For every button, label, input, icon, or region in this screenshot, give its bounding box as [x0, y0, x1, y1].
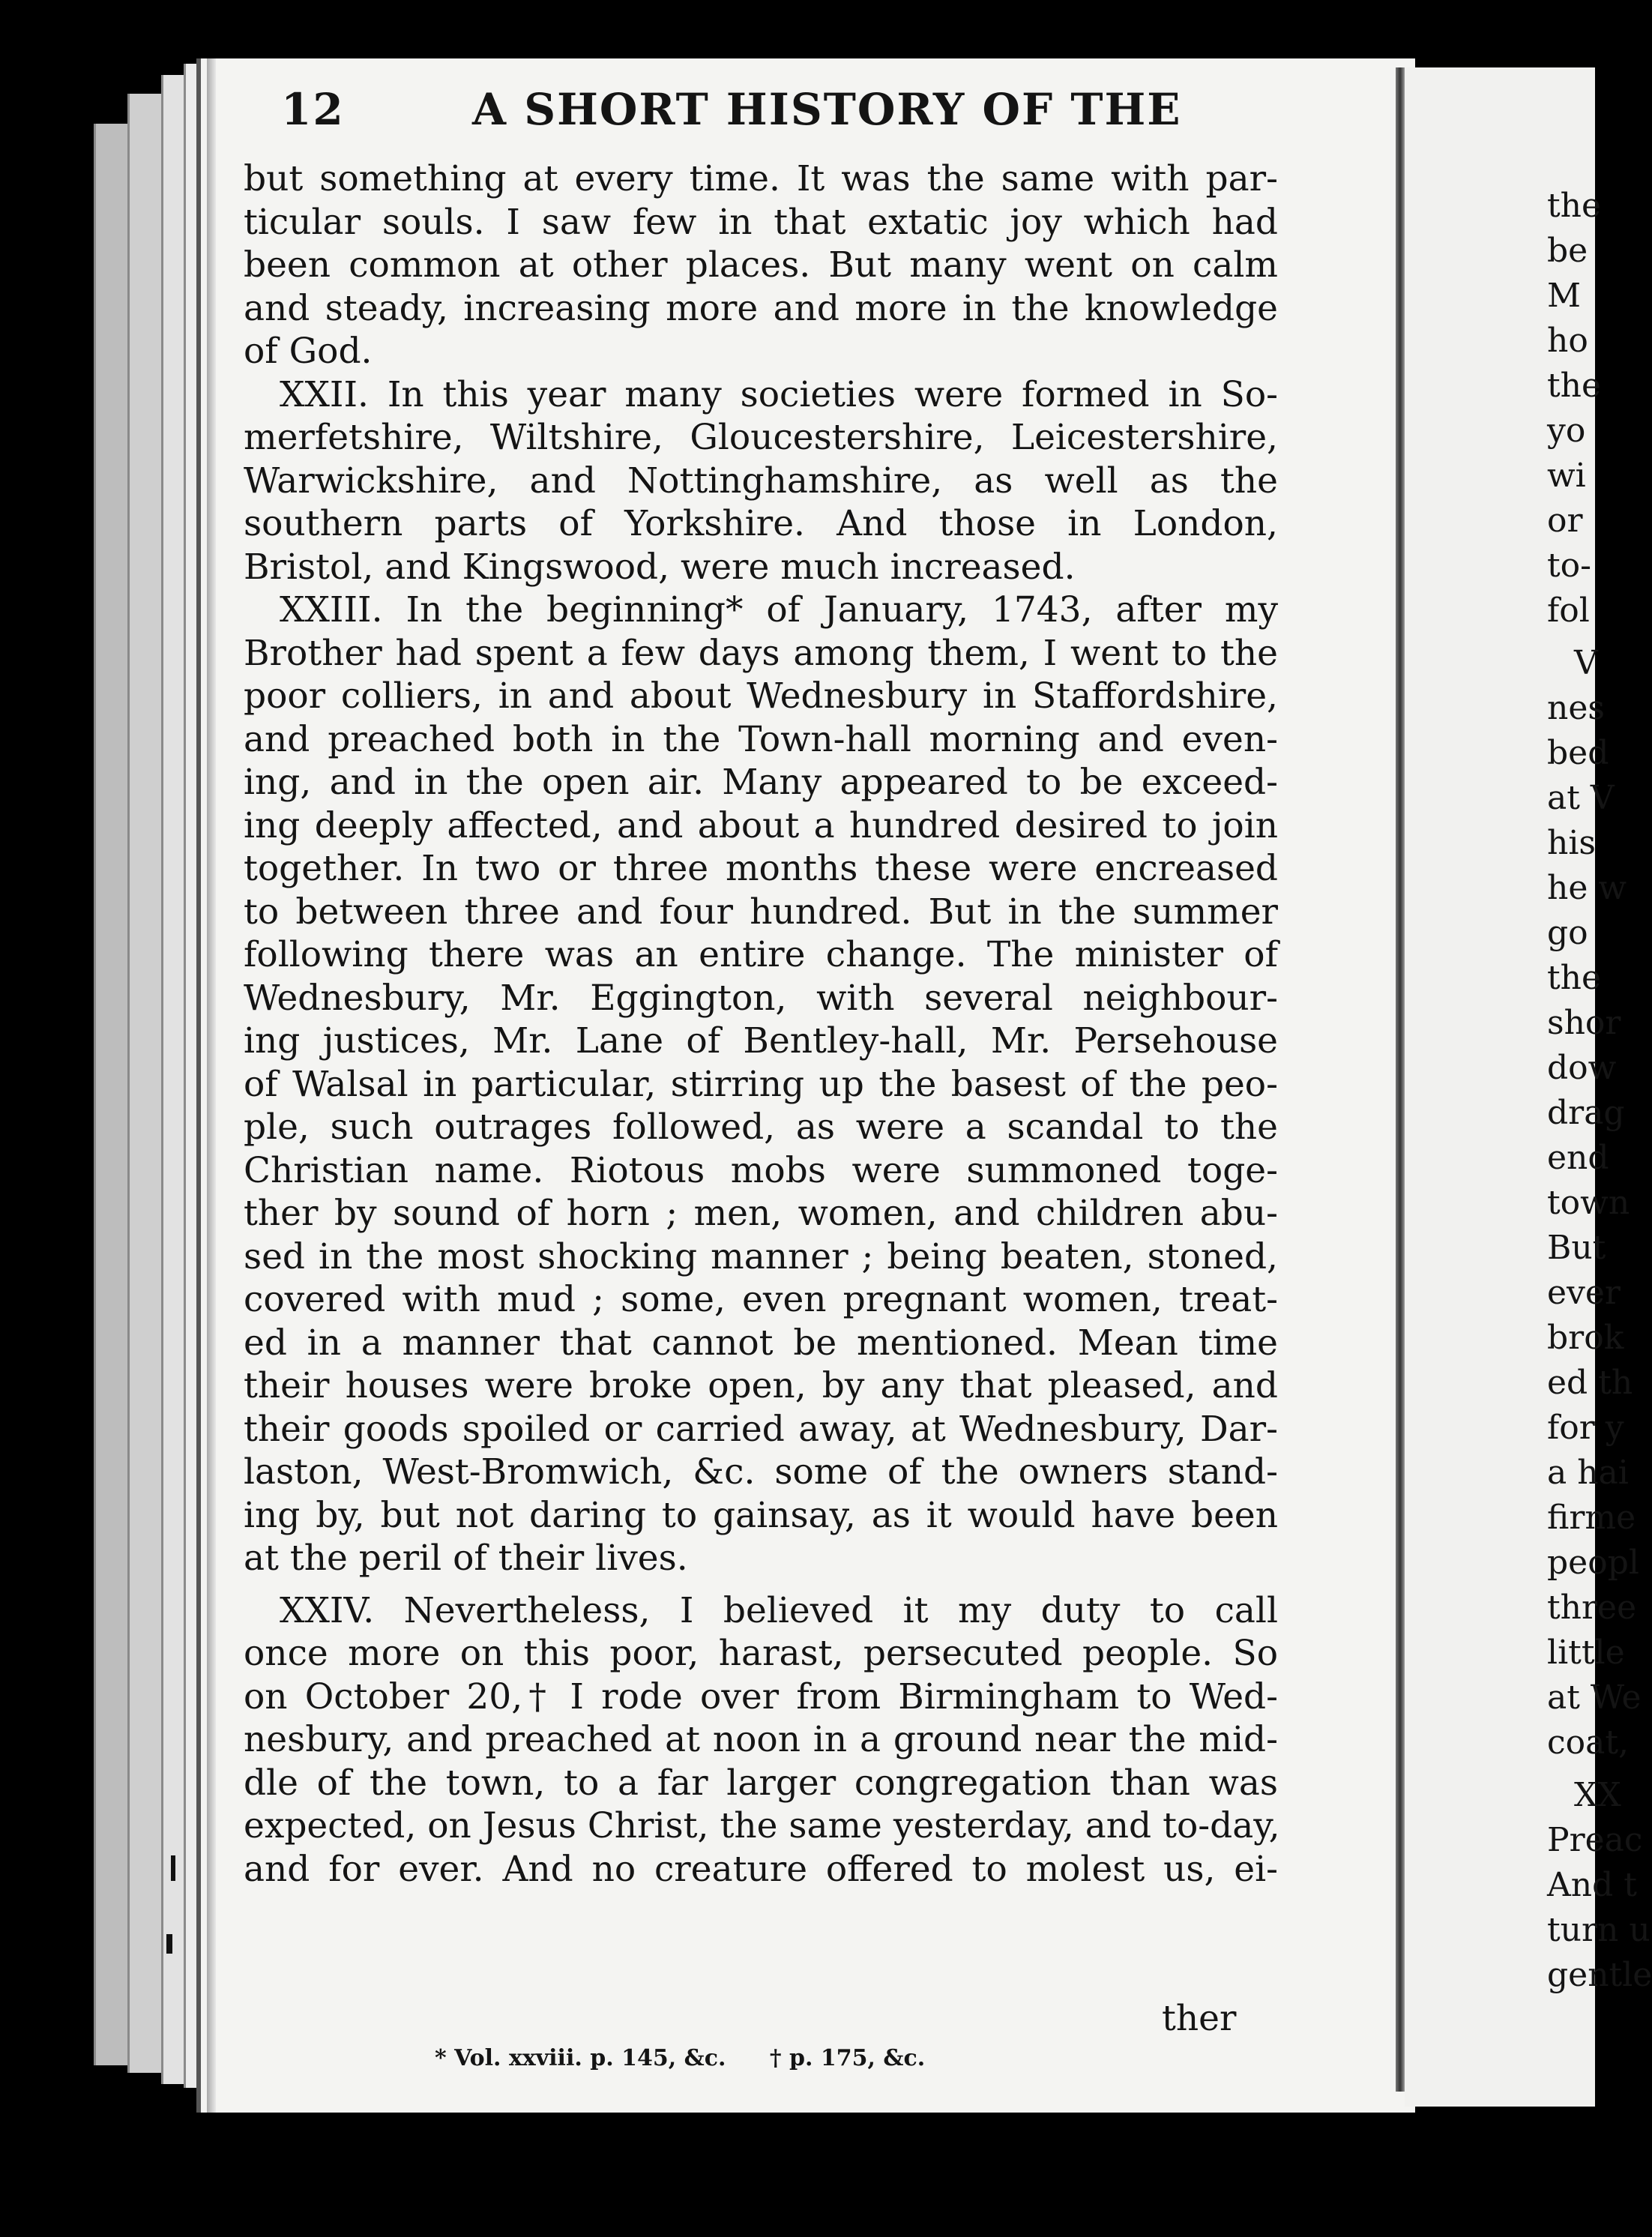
facing-line: ever: [1547, 1274, 1621, 1312]
text-line: ing justices, Mr. Lane of Bentley-hall, Mr. Persehouse: [244, 1020, 1278, 1062]
facing-line: wi: [1547, 457, 1586, 495]
facing-line: shor: [1547, 1004, 1621, 1042]
facing-line: to-: [1547, 547, 1592, 585]
section-heading-line: XXII. In this year many societies were formed in So-: [280, 373, 1278, 415]
facing-line: his: [1547, 824, 1596, 862]
footnote: † p. 175, &c.: [769, 2045, 926, 2071]
facing-line: go: [1547, 914, 1588, 952]
facing-line: bed: [1547, 734, 1609, 772]
facing-line: he w: [1547, 869, 1627, 907]
text-line: merfetshire, Wiltshire, Gloucestershire, Leicestershire,: [244, 417, 1278, 458]
facing-line: the: [1547, 959, 1602, 997]
text-line: ple, such outrages followed, as were a scandal to the: [244, 1107, 1278, 1148]
text-line: ing, and in the open air. Many appeared to be exceed-: [244, 762, 1278, 803]
book-gutter: [1396, 67, 1405, 2092]
text-line: Christian name. Riotous mobs were summoned toge-: [244, 1149, 1278, 1191]
text-line: their goods spoiled or carried away, at Wednesbury, Dar-: [244, 1408, 1278, 1450]
text-line: expected, on Jesus Christ, the same yesterday, and to-day,: [244, 1805, 1280, 1846]
facing-line: coat,: [1547, 1723, 1630, 1762]
text-line: their houses were broke open, by any that pleased, and: [244, 1365, 1278, 1406]
facing-line: drag: [1547, 1094, 1625, 1132]
text-line: Brother had spent a few days among them, I went to the: [244, 632, 1278, 674]
facing-line: for y: [1547, 1409, 1624, 1447]
text-line: ing deeply affected, and about a hundred desired to join: [244, 804, 1278, 846]
facing-line: little: [1547, 1634, 1625, 1672]
text-line: covered with mud ; some, even pregnant women, treat-: [244, 1279, 1278, 1320]
text-line: ticular souls. I saw few in that extatic joy which had: [244, 201, 1278, 243]
text-line: of Walsal in particular, stirring up the basest of the peo-: [244, 1063, 1278, 1105]
text-line: laston, West-Bromwich, &c. some of the owners stand-: [244, 1451, 1278, 1493]
text-line: Bristol, and Kingswood, were much increased.: [244, 546, 1076, 588]
text-line: and preached both in the Town-hall morning and even-: [244, 718, 1278, 760]
text-line: together. In two or three months these were encreased: [244, 848, 1278, 889]
margin-mark: [166, 1934, 172, 1954]
facing-line: gentle: [1547, 1956, 1652, 1994]
facing-line: ho: [1547, 322, 1588, 360]
text-line: at the peril of their lives.: [244, 1538, 688, 1579]
text-line: following there was an entire change. The minister of: [244, 934, 1278, 975]
facing-line: V: [1574, 644, 1598, 682]
facing-line: ed th: [1547, 1364, 1633, 1402]
facing-line: turn u: [1547, 1911, 1651, 1949]
text-line: and for ever. And no creature offered to molest us, ei-: [244, 1848, 1278, 1890]
text-line: ed in a manner that cannot be mentioned. Mean time: [244, 1322, 1278, 1364]
text-line: but something at every time. It was the same with par-: [244, 158, 1278, 199]
text-line: ther by sound of horn ; men, women, and children abu-: [244, 1193, 1278, 1234]
facing-line: yo: [1547, 412, 1586, 450]
text-line: dle of the town, to a far larger congregation than was: [244, 1762, 1278, 1804]
facing-line: And t: [1547, 1866, 1637, 1904]
footnote: * Vol. xxviii. p. 145, &c.: [435, 2045, 726, 2071]
facing-line: dow: [1547, 1049, 1617, 1087]
text-line: southern parts of Yorkshire. And those in London,: [244, 503, 1278, 544]
facing-line: end: [1547, 1139, 1609, 1177]
facing-line: firme: [1547, 1499, 1636, 1537]
facing-line: Preac: [1547, 1821, 1643, 1859]
facing-line: brok: [1547, 1319, 1624, 1357]
facing-line: the: [1547, 187, 1602, 225]
facing-line: the: [1547, 367, 1602, 405]
facing-line: or: [1547, 502, 1583, 540]
text-line: of God.: [244, 331, 373, 372]
text-line: been common at other places. But many went on calm: [244, 244, 1278, 286]
facing-line: XX: [1574, 1776, 1621, 1814]
text-line: Warwickshire, and Nottinghamshire, as well as the: [244, 460, 1278, 502]
facing-line: town: [1547, 1184, 1630, 1222]
facing-line: be: [1547, 232, 1588, 270]
text-line: poor colliers, in and about Wednesbury in Staffordshire,: [244, 675, 1278, 717]
facing-line: M: [1547, 277, 1582, 315]
facing-line: fol: [1547, 591, 1590, 630]
footnotes: [435, 2045, 1034, 2071]
text-line: nesbury, and preached at noon in a ground near the mid-: [244, 1719, 1278, 1760]
text-line: ing by, but not daring to gainsay, as it would have been: [244, 1494, 1278, 1536]
text-line: and steady, increasing more and more in the knowledge: [244, 287, 1278, 329]
facing-line: peopl: [1547, 1544, 1639, 1582]
facing-line: at V: [1547, 779, 1615, 817]
text-line: to between three and four hundred. But in the summer: [244, 891, 1278, 933]
facing-line: at We: [1547, 1678, 1642, 1717]
section-heading-line: XXIV. Nevertheless, I believed it my duty to call: [280, 1589, 1278, 1631]
running-header: [281, 84, 1270, 151]
facing-line: three: [1547, 1589, 1637, 1627]
text-block: [244, 157, 1278, 1891]
facing-line: But: [1547, 1229, 1606, 1267]
facing-line: nes: [1547, 689, 1605, 727]
facing-line: a hai: [1547, 1454, 1629, 1492]
catchword: ther: [1162, 1998, 1237, 2039]
text-line: on October 20,† I rode over from Birmingham to Wed-: [244, 1676, 1278, 1717]
running-title: A SHORT HISTORY OF THE: [472, 84, 1182, 135]
section-heading-line: XXIII. In the beginning* of January, 1743, after my: [280, 589, 1278, 630]
text-line: Wednesbury, Mr. Eggington, with several neighbour-: [244, 977, 1278, 1019]
page-number: 12: [281, 84, 345, 135]
text-line: sed in the most shocking manner ; being beaten, stoned,: [244, 1235, 1278, 1277]
margin-mark: [171, 1855, 175, 1881]
text-line: once more on this poor, harast, persecuted people. So: [244, 1633, 1278, 1674]
